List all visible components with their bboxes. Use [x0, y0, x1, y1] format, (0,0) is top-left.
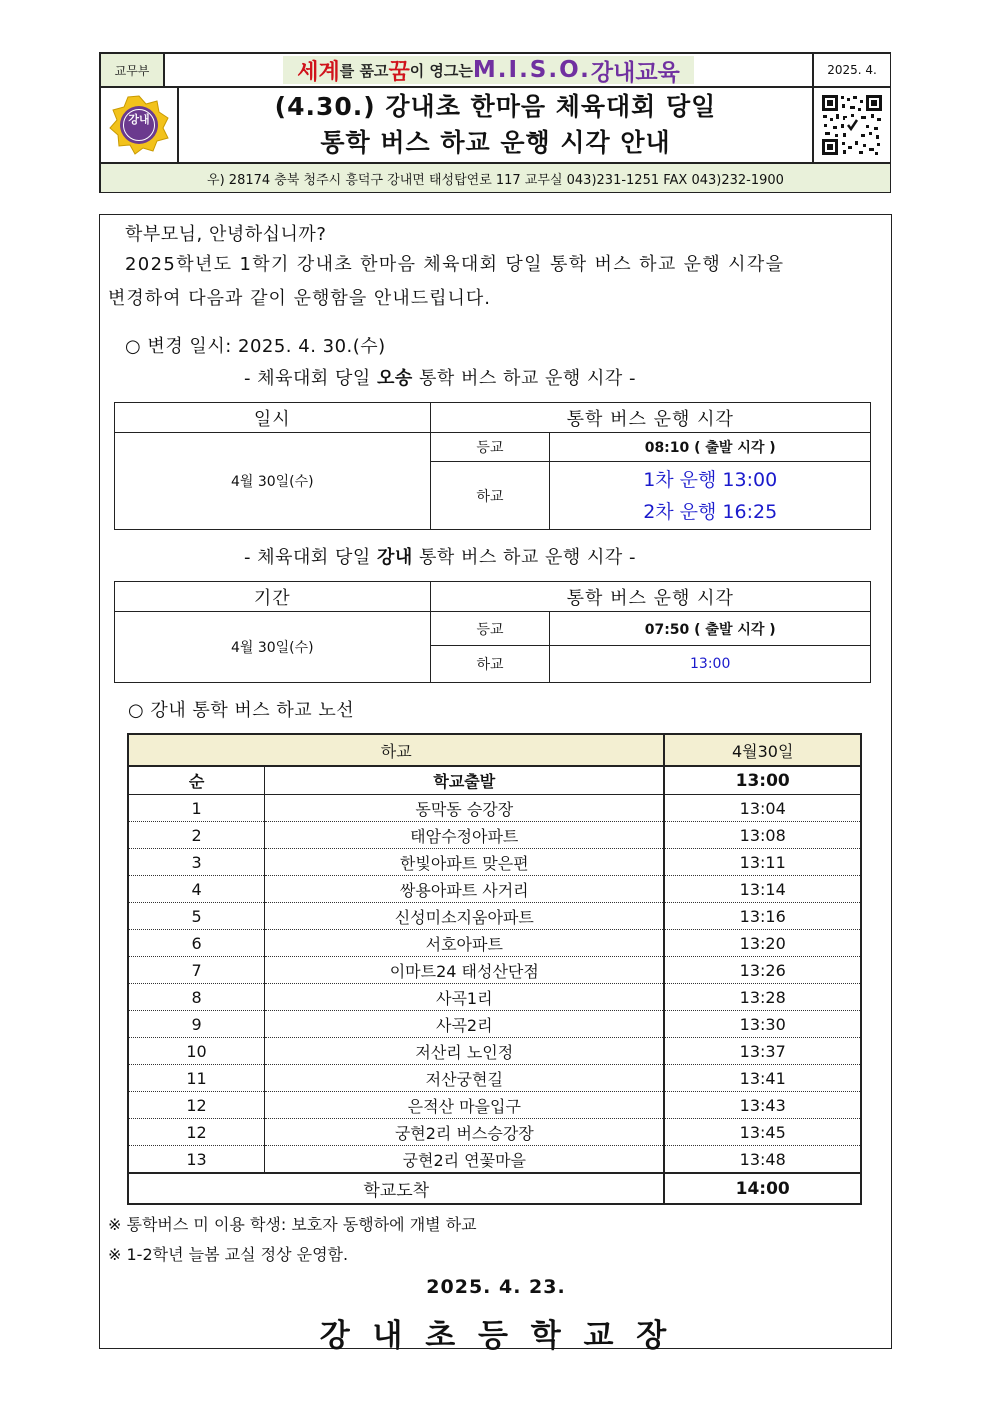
route-stop: 사곡2리: [265, 1011, 665, 1038]
route-no: 6: [128, 930, 265, 957]
route-stop: 궁현2리 연꽃마을: [265, 1146, 665, 1174]
route-no: 4: [128, 876, 265, 903]
route-time: 13:30: [664, 1011, 861, 1038]
route-time: 13:04: [664, 795, 861, 822]
arrive-time: 08:10 ( 출발 시각 ): [550, 433, 871, 462]
route-col-no: 순: [128, 766, 265, 795]
route-time: 13:08: [664, 822, 861, 849]
route-start-time: 13:00: [664, 766, 861, 795]
route-foot-label: 학교도착: [128, 1173, 664, 1204]
depart-time: 1차 운행 13:00: [643, 468, 778, 491]
issue-date: 2025. 4.: [813, 53, 891, 87]
route-stop: 은적산 마을입구: [265, 1092, 665, 1119]
osong-schedule-table: [114, 402, 871, 530]
route-time: 13:37: [664, 1038, 861, 1065]
slogan-part: M.I.S.O.: [472, 57, 591, 83]
table-header: 통학 버스 운행 시각: [430, 582, 870, 612]
table-row: [128, 876, 861, 903]
route-no: 2: [128, 822, 265, 849]
principal-signature: 강 내 초 등 학 교 장: [319, 1318, 673, 1354]
table-row: [128, 1038, 861, 1065]
arrive-label: 등교: [430, 612, 550, 646]
route-no: 12: [128, 1092, 265, 1119]
table-row: [128, 1119, 861, 1146]
arrive-label: 등교: [430, 433, 550, 462]
school-address: 우) 28174 충북 청주시 흥덕구 강내면 태성탑연로 117 교무실 043)231-1251 FAX 043)232-1900: [100, 163, 891, 193]
slogan-part: 세계: [297, 59, 340, 85]
route-no: 7: [128, 957, 265, 984]
department-label: 교무부: [100, 53, 164, 87]
depart-time: 2차 운행 16:25: [643, 500, 778, 523]
qr-code-icon: [821, 94, 883, 156]
route-no: 3: [128, 849, 265, 876]
route-no: 1: [128, 795, 265, 822]
route-time: 13:20: [664, 930, 861, 957]
caption-text: 통학 버스 하교 운행 시각 -: [412, 547, 636, 568]
caption-text: 통학 버스 하교 운행 시각 -: [412, 368, 636, 389]
caption-text: - 체육대회 당일: [244, 368, 377, 389]
slogan-part: 꿈: [388, 59, 410, 85]
footer-date: 2025. 4. 23.: [426, 1276, 566, 1298]
qr-code[interactable]: [813, 87, 891, 163]
table-row: [128, 984, 861, 1011]
route-table: [127, 733, 862, 1205]
depart-label: 하교: [430, 462, 550, 530]
school-emblem-icon: [108, 94, 170, 156]
route-stop: 동막동 승강장: [265, 795, 665, 822]
route-no: 13: [128, 1146, 265, 1174]
document-title: [178, 87, 813, 163]
gangnae-caption: [244, 543, 636, 569]
route-head-right: 4월30일: [664, 734, 861, 766]
route-stop: 사곡1리: [265, 984, 665, 1011]
note: ※ 1-2학년 늘봄 교실 정상 운영함.: [108, 1245, 349, 1264]
route-foot-time: 14:00: [664, 1173, 861, 1204]
date-cell: 4월 30일(수): [115, 612, 431, 683]
table-row: [128, 1011, 861, 1038]
table-row: [128, 1146, 861, 1174]
route-time: 13:41: [664, 1065, 861, 1092]
route-stop: 쌍용아파트 사거리: [265, 876, 665, 903]
caption-text: - 체육대회 당일: [244, 547, 377, 568]
logo-text: 강내: [128, 113, 150, 126]
route-time: 13:11: [664, 849, 861, 876]
route-stop: 서호아파트: [265, 930, 665, 957]
route-no: 9: [128, 1011, 265, 1038]
slogan: [164, 53, 813, 87]
route-no: 8: [128, 984, 265, 1011]
table-header: 통학 버스 운행 시각: [430, 403, 870, 433]
table-row: [128, 795, 861, 822]
document-header: [99, 52, 891, 193]
route-time: 13:28: [664, 984, 861, 1011]
gangnae-schedule-table: [114, 581, 871, 683]
route-time: 13:16: [664, 903, 861, 930]
table-row: [128, 822, 861, 849]
table-row: [128, 957, 861, 984]
table-row: [128, 903, 861, 930]
route-section-title: ○ 강내 통학 버스 하교 노선: [128, 700, 355, 721]
caption-bold: 강내: [377, 547, 413, 568]
intro-text: 변경하여 다음과 같이 운행함을 안내드립니다.: [108, 288, 491, 309]
osong-caption: [244, 364, 636, 390]
route-stop: 태암수정아파트: [265, 822, 665, 849]
route-stop: 저산궁현길: [265, 1065, 665, 1092]
route-no: 10: [128, 1038, 265, 1065]
route-stop: 궁현2리 버스승강장: [265, 1119, 665, 1146]
route-time: 13:48: [664, 1146, 861, 1174]
route-stop: 저산리 노인정: [265, 1038, 665, 1065]
table-row: [128, 849, 861, 876]
note: ※ 통학버스 미 이용 학생: 보호자 동행하에 개별 하교: [108, 1215, 477, 1234]
depart-times: [550, 462, 871, 530]
route-rows: [128, 795, 861, 1174]
intro-text: 2025학년도 1학기 강내초 한마음 체육대회 당일 통학 버스 하교 운행 시각을: [125, 254, 785, 275]
slogan-part: 강내교육: [590, 59, 680, 86]
table-row: [128, 930, 861, 957]
date-cell: 4월 30일(수): [115, 433, 431, 530]
arrive-time: 07:50 ( 출발 시각 ): [550, 612, 871, 646]
caption-bold: 오송: [377, 368, 413, 389]
route-time: 13:45: [664, 1119, 861, 1146]
slogan-part: 를 품고: [339, 61, 389, 80]
route-head-left: 하교: [128, 734, 664, 766]
route-time: 13:43: [664, 1092, 861, 1119]
route-no: 5: [128, 903, 265, 930]
table-row: [128, 1092, 861, 1119]
depart-label: 하교: [430, 646, 550, 683]
route-time: 13:26: [664, 957, 861, 984]
route-stop: 한빛아파트 맞은편: [265, 849, 665, 876]
change-date: ○ 변경 일시: 2025. 4. 30.(수): [125, 336, 386, 357]
school-logo: [100, 87, 178, 163]
route-time: 13:14: [664, 876, 861, 903]
route-no: 11: [128, 1065, 265, 1092]
greeting: 학부모님, 안녕하십니까?: [125, 224, 327, 245]
route-no: 12: [128, 1119, 265, 1146]
route-col-stop: 학교출발: [265, 766, 665, 795]
route-stop: 이마트24 태성산단점: [265, 957, 665, 984]
slogan-part: 이 영그는: [409, 61, 473, 80]
route-stop: 신성미소지움아파트: [265, 903, 665, 930]
table-header: 기간: [115, 582, 431, 612]
depart-time: 13:00: [550, 646, 871, 683]
table-row: [128, 1065, 861, 1092]
title-line: 통학 버스 하교 운행 시각 안내: [320, 128, 671, 157]
table-header: 일시: [115, 403, 431, 433]
title-line: (4.30.) 강내초 한마음 체육대회 당일: [274, 92, 717, 121]
